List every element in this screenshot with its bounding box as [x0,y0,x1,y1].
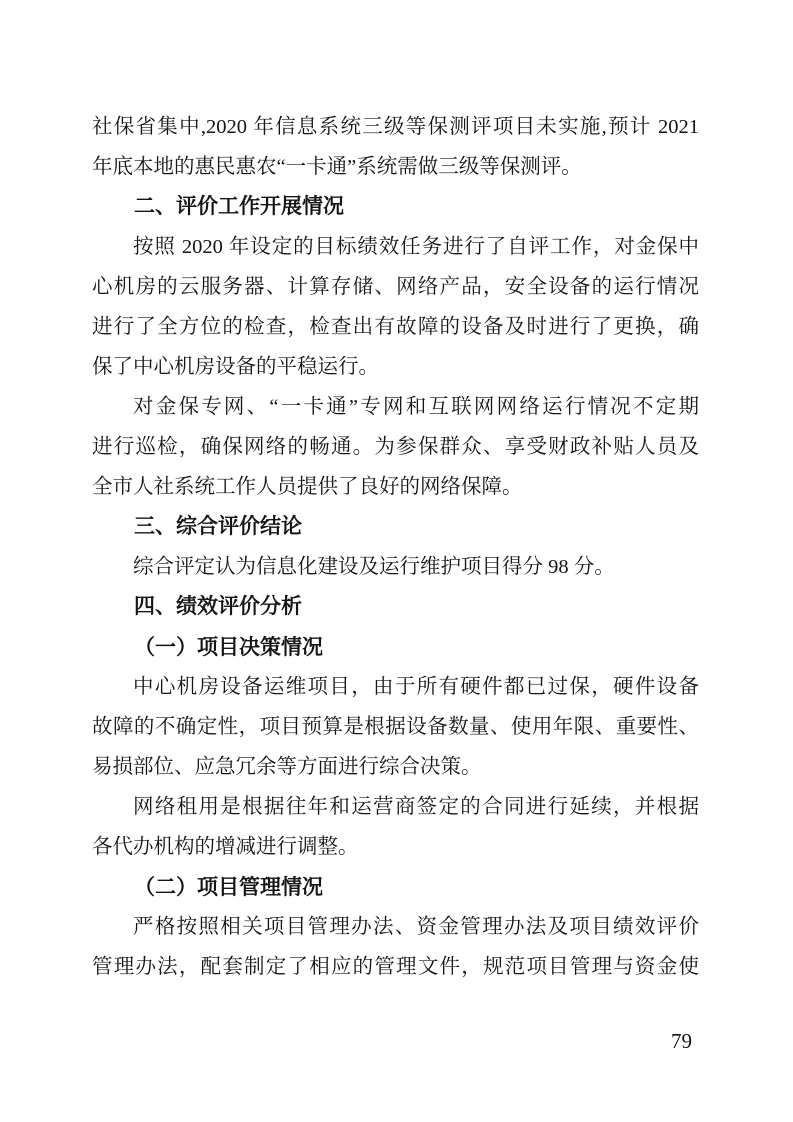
body-line: 中心机房设备运维项目，由于所有硬件都已过保，硬件设备 [133,676,699,698]
body-line: 进行了全方位的检查，检查出有故障的设备及时进行了更换，确 [92,316,699,338]
body-line: 故障的不确定性，项目预算是根据设备数量、使用年限、重要性、 [92,716,699,738]
page-number: 79 [671,1029,692,1053]
body-line: 年底本地的惠民惠农“一卡通”系统需做三级等保测评。 [92,156,582,178]
body-line: 社保省集中,2020 年信息系统三级等保测评项目未实施,预计 2021 [92,116,699,138]
body-line: 网络租用是根据往年和运营商签定的合同进行延续，并根据 [133,796,699,818]
body-line: 进行巡检，确保网络的畅通。为参保群众、享受财政补贴人员及 [92,436,699,458]
body-line: 对金保专网、“一卡通”专网和互联网网络运行情况不定期 [133,396,699,418]
body-line: 严格按照相关项目管理办法、资金管理办法及项目绩效评价 [133,916,699,938]
body-line: 心机房的云服务器、计算存储、网络产品，安全设备的运行情况 [92,276,699,298]
body-line: 保了中心机房设备的平稳运行。 [92,356,379,378]
body-line: 管理办法，配套制定了相应的管理文件，规范项目管理与资金使 [92,956,699,978]
subsection-heading-1: （一）项目决策情况 [134,635,323,659]
body-line: 全市人社系统工作人员提供了良好的网络保障。 [92,476,523,498]
subsection-heading-2: （二）项目管理情况 [134,875,323,899]
section-heading-4: 四、绩效评价分析 [134,595,302,618]
body-line: 综合评定认为信息化建设及运行维护项目得分 98 分。 [133,556,615,578]
section-heading-2: 二、评价工作开展情况 [134,195,344,218]
body-line: 各代办机构的增减进行调整。 [92,836,359,858]
body-line: 按照 2020 年设定的目标绩效任务进行了自评工作，对金保中 [133,236,699,258]
body-line: 易损部位、应急冗余等方面进行综合决策。 [92,756,482,778]
text-block [92,107,699,987]
section-heading-3: 三、综合评价结论 [134,515,302,538]
